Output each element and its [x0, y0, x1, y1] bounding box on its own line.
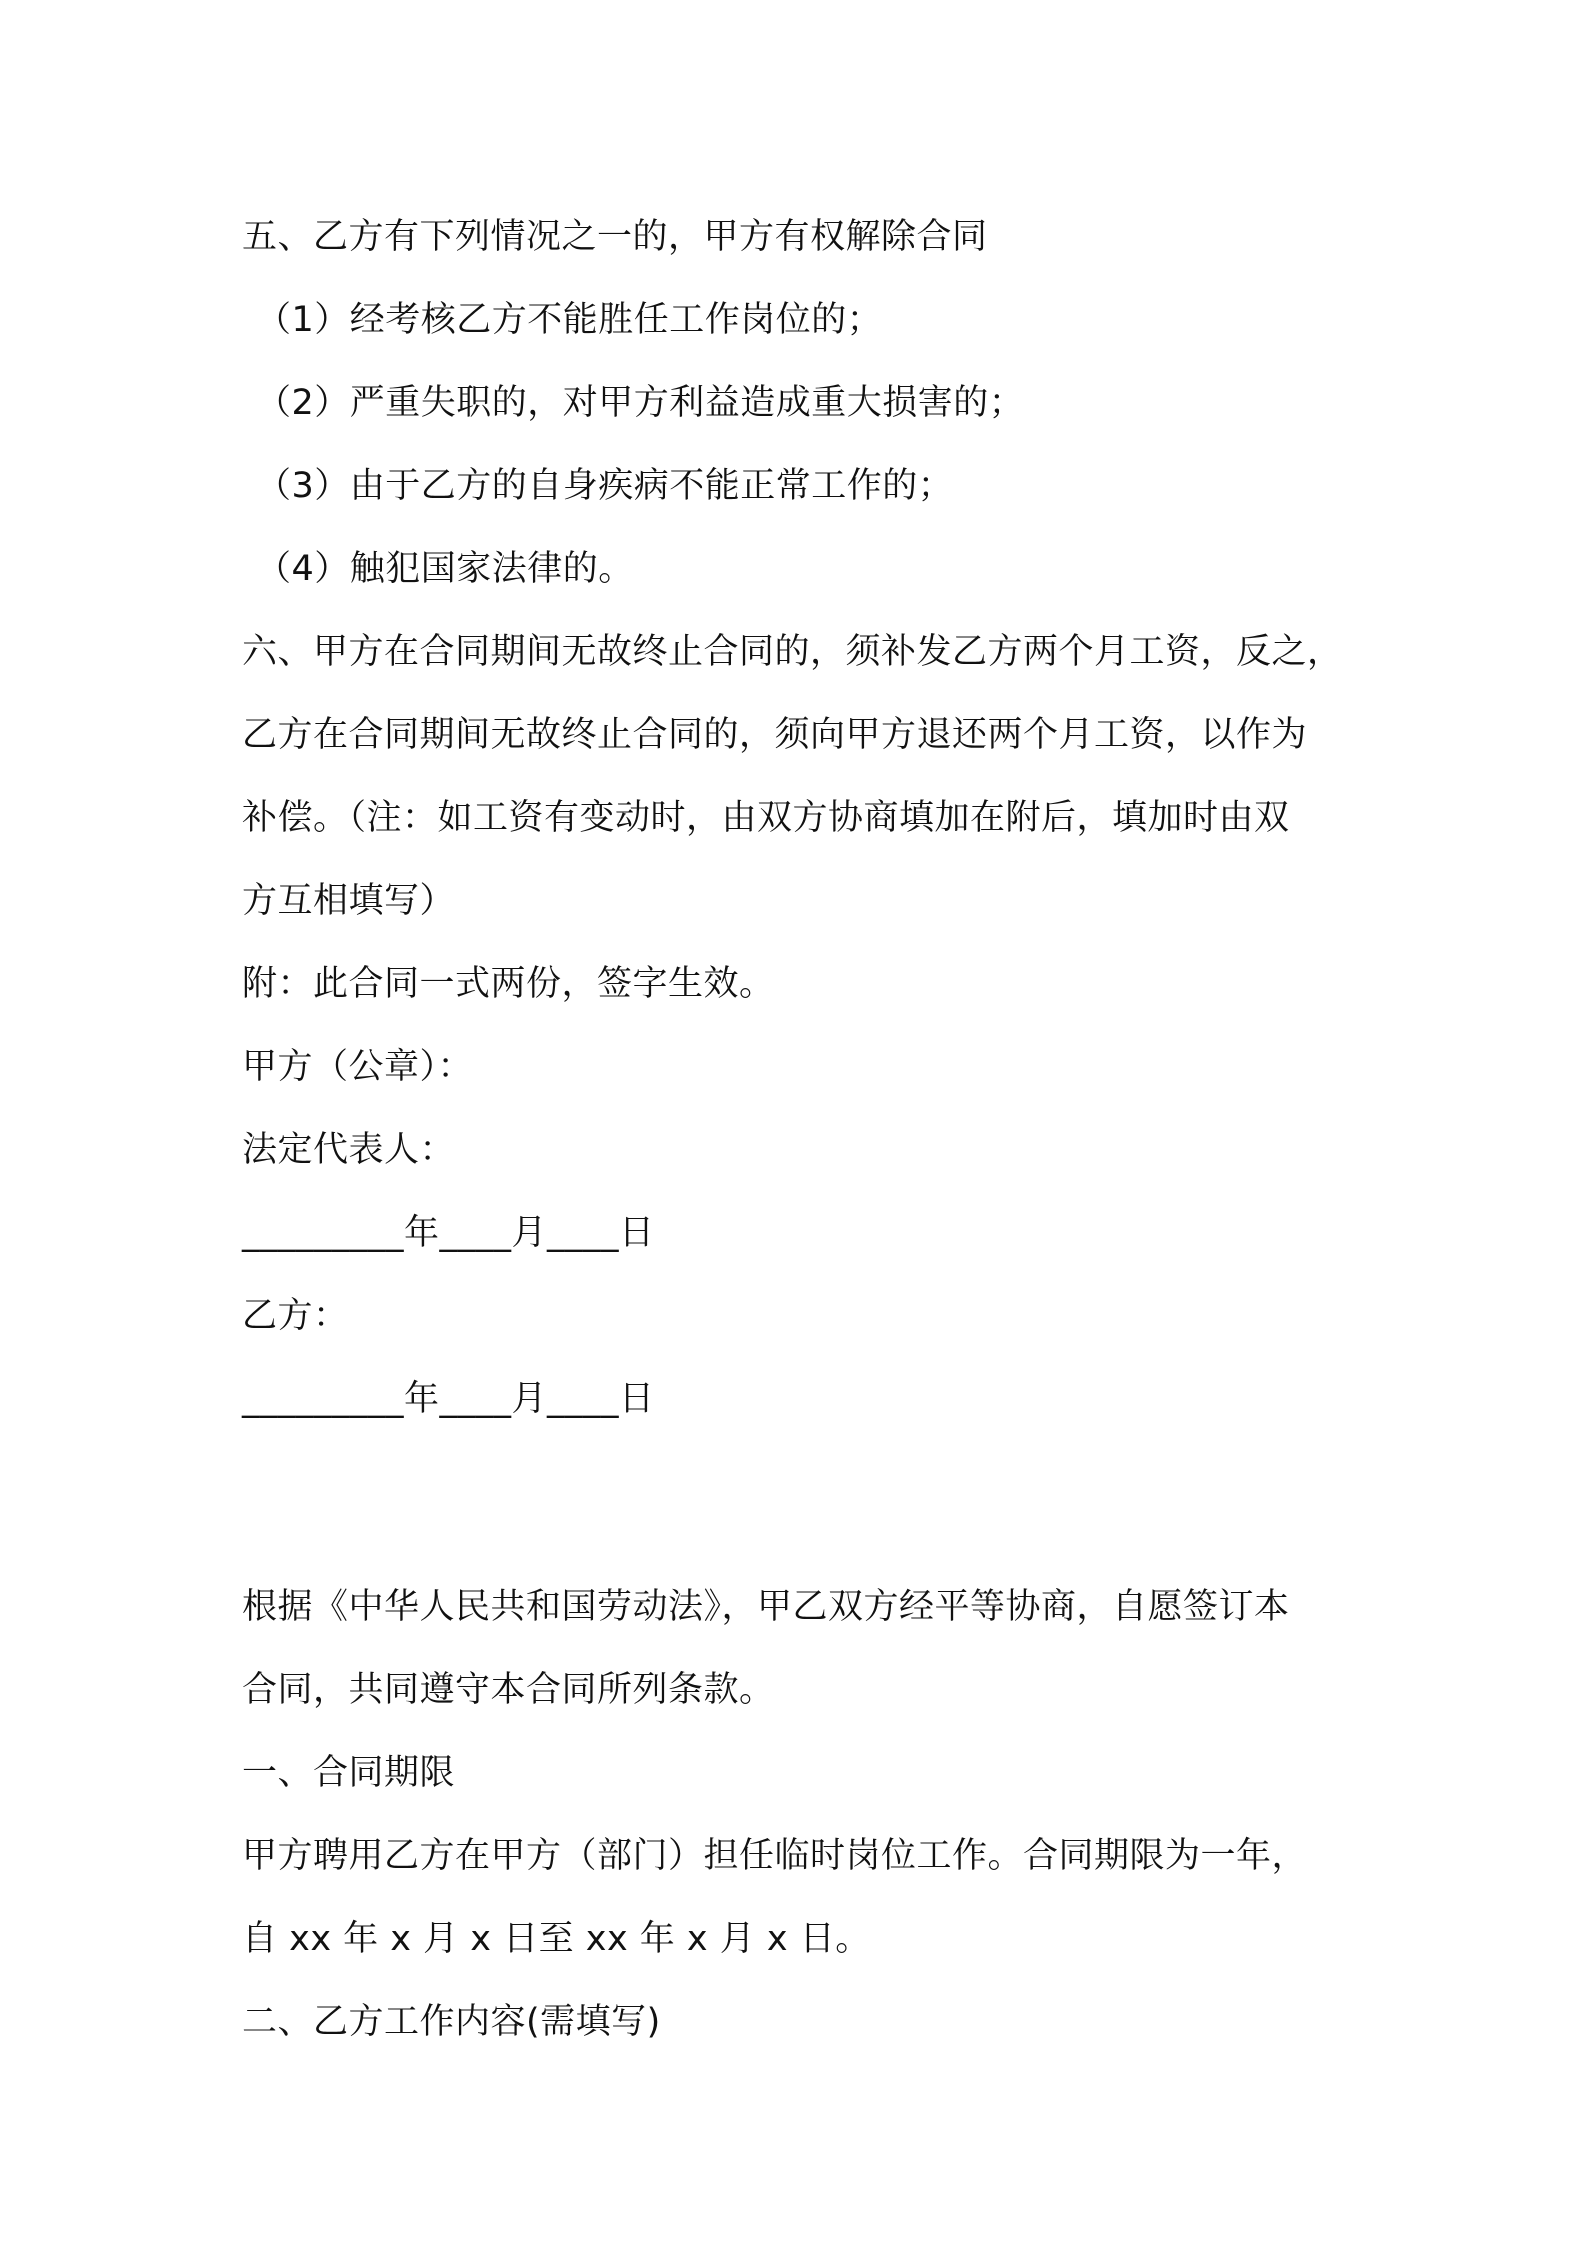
clause-1-line-2: 自 xx 年 x 月 x 日至 xx 年 x 月 x 日。	[242, 1919, 871, 1959]
clause-5-item-2: （2）严重失职的，对甲方利益造成重大损害的；	[256, 383, 1025, 423]
clause-2-heading: 二、乙方工作内容(需填写)	[242, 2002, 661, 2042]
party-a-seal-label: 甲方（公章）：	[242, 1047, 474, 1087]
party-b-date-line: _________年____月____日	[242, 1379, 655, 1419]
document-body	[242, 196, 1362, 2064]
clause-5-item-4: （4）触犯国家法律的。	[256, 549, 634, 589]
clause-6-line-3: 补偿。（注：如工资有变动时，由双方协商填加在附后，填加时由双	[242, 798, 1290, 838]
clause-6-line-2: 乙方在合同期间无故终止合同的，须向甲方退还两个月工资，以作为	[242, 715, 1308, 755]
legal-representative-label: 法定代表人：	[242, 1130, 456, 1170]
party-b-label: 乙方：	[242, 1296, 349, 1336]
clause-1-line-1: 甲方聘用乙方在甲方（部门）担任临时岗位工作。合同期限为一年，	[242, 1836, 1308, 1876]
clause-5-item-1: （1）经考核乙方不能胜任工作岗位的；	[256, 300, 883, 340]
clause-1-heading: 一、合同期限	[242, 1753, 456, 1793]
party-a-date-line: _________年____月____日	[242, 1213, 655, 1253]
section-spacer	[242, 1441, 1362, 1566]
clause-6-line-1: 六、甲方在合同期间无故终止合同的，须补发乙方两个月工资，反之，	[242, 632, 1343, 672]
intro-line-2: 合同，共同遵守本合同所列条款。	[242, 1670, 775, 1710]
clause-6-line-4: 方互相填写）	[242, 881, 456, 921]
clause-5-heading: 五、乙方有下列情况之一的，甲方有权解除合同	[242, 217, 988, 257]
clause-5-item-3: （3）由于乙方的自身疾病不能正常工作的；	[256, 466, 954, 506]
intro-line-1: 根据《中华人民共和国劳动法》，甲乙双方经平等协商，自愿签订本	[242, 1587, 1290, 1627]
appendix-note: 附：此合同一式两份，签字生效。	[242, 964, 775, 1004]
